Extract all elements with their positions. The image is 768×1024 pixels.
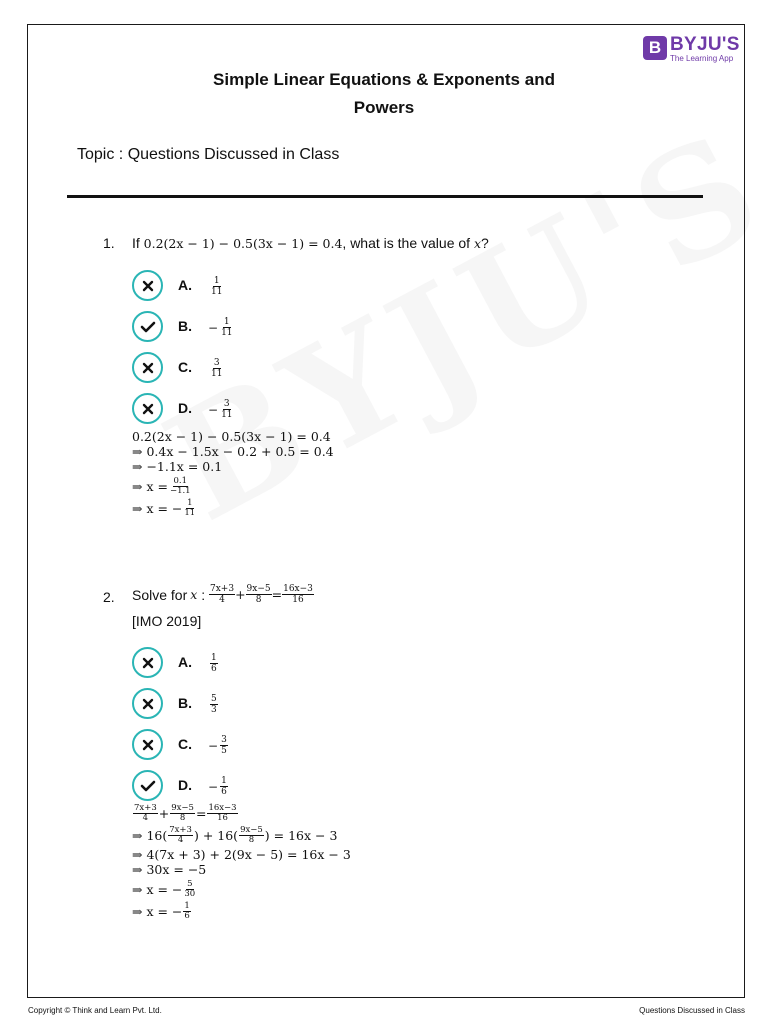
cross-icon (141, 697, 155, 711)
check-icon (140, 320, 156, 334)
footer-section: Questions Discussed in Class (639, 1006, 745, 1015)
title-line-2: Powers (353, 98, 415, 117)
divider (67, 195, 703, 198)
solution-step: ⇒ 4(7x + 3) + 2(9x − 5) = 16x − 3 (132, 847, 351, 862)
option-letter: A. (178, 654, 192, 670)
solution-step: ⇒ x = − $\frac{5}{30}$ (132, 879, 196, 899)
answer-status-badge (132, 688, 163, 719)
option-letter: C. (178, 736, 192, 752)
answer-status-badge (132, 311, 163, 342)
cross-icon (141, 279, 155, 293)
option-letter: D. (178, 777, 192, 793)
cross-icon (141, 361, 155, 375)
solution-step: ⇒ x = − $\frac{1}{11}$ (132, 498, 196, 518)
brand-tagline: The Learning App (670, 54, 734, 63)
solution-step: $\frac{7x+3}{4}$ + $\frac{9x-5}{8}$ = $\frac{16x-3}{16}$ (134, 803, 237, 823)
title-line-1: Simple Linear Equations & Exponents and (213, 70, 555, 89)
brand-name: BYJU'S (670, 34, 740, 55)
solution-steps (132, 804, 351, 921)
option-a-value: $\frac{1}{6}$ (211, 653, 217, 674)
question-source: [IMO 2019] (132, 613, 202, 629)
solution-step: ⇒ 16( $\frac{7x+3}{4}$ ) + 16( $\frac{9x-5}{8}$ ) = 16x − 3 (132, 825, 338, 845)
option-b-value: $\frac{5}{3}$ (211, 694, 217, 715)
solution-step: ⇒ x = − $\frac{1}{6}$ (132, 901, 190, 921)
option-c-value: $\frac{3}{11}$ (211, 358, 223, 379)
option-letter: C. (178, 359, 192, 375)
solution-step: ⇒ 0.4x − 1.5x − 0.2 + 0.5 = 0.4 (132, 444, 334, 459)
footer-copyright: Copyright © Think and Learn Pvt. Ltd. (28, 1006, 162, 1015)
answer-status-badge (132, 393, 163, 424)
page-title (150, 66, 618, 122)
answer-status-badge (132, 729, 163, 760)
solution-step: 0.2(2x − 1) − 0.5(3x − 1) = 0.4 (132, 429, 331, 444)
cross-icon (141, 738, 155, 752)
solution-steps (132, 429, 334, 518)
solution-step: ⇒ 30x = −5 (132, 862, 207, 877)
option-letter: B. (178, 318, 192, 334)
answer-status-badge (132, 647, 163, 678)
question-2-text: Solve for x : $\frac{7x+3}{4}$ + $\frac{9x-5}{8}$ = $\frac{16x-3}{16}$ (132, 584, 313, 605)
question-number: 2. (103, 589, 115, 605)
option-d-value: − $\frac{3}{11}$ (208, 399, 233, 420)
solution-step: ⇒ x = $\frac{0.1}{-1.1}$ (132, 476, 191, 496)
option-d-value: − $\frac{1}{6}$ (208, 776, 227, 797)
option-letter: D. (178, 400, 192, 416)
brand-logo (643, 35, 740, 63)
option-letter: A. (178, 277, 192, 293)
check-icon (140, 779, 156, 793)
answer-status-badge (132, 770, 163, 801)
question-1-text: If 0.2(2x − 1) − 0.5(3x − 1) = 0.4, what is the value of x? (132, 235, 489, 251)
solution-step: ⇒ −1.1x = 0.1 (132, 459, 223, 474)
cross-icon (141, 656, 155, 670)
answer-status-badge (132, 352, 163, 383)
cross-icon (141, 402, 155, 416)
topic-heading: Topic : Questions Discussed in Class (77, 146, 340, 163)
option-a-value: $\frac{1}{11}$ (211, 276, 223, 297)
brand-mark: B (643, 36, 667, 60)
answer-status-badge (132, 270, 163, 301)
option-c-value: − $\frac{3}{5}$ (208, 735, 227, 756)
option-letter: B. (178, 695, 192, 711)
option-b-value: − $\frac{1}{11}$ (208, 317, 233, 338)
question-number: 1. (103, 235, 115, 251)
